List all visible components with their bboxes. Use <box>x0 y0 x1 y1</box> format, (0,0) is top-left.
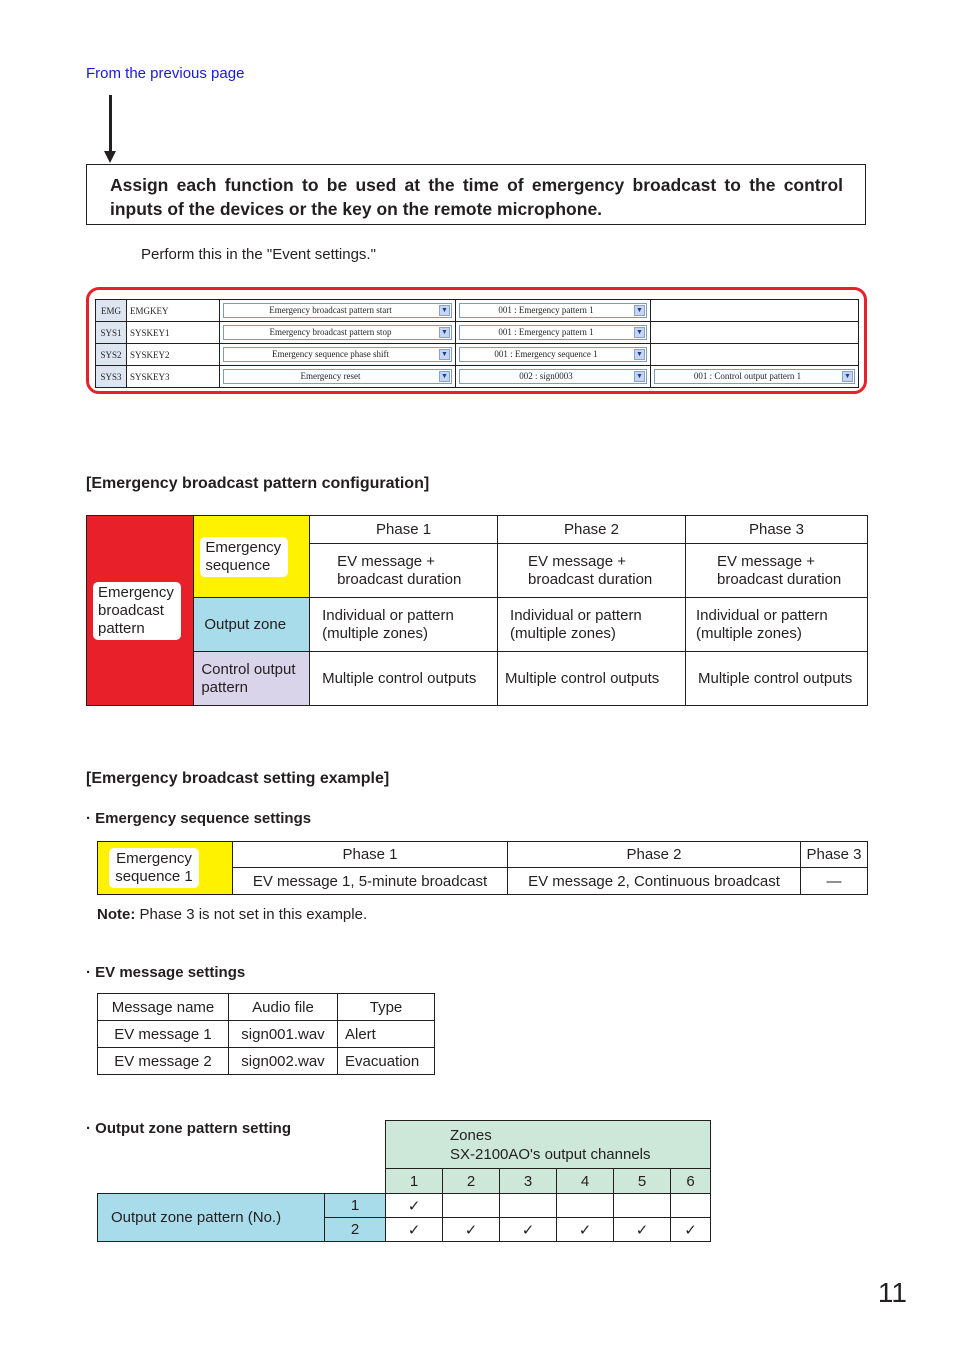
table-cell: EV message 1 <box>98 1021 229 1048</box>
sequence-cell: EV message + broadcast duration <box>498 544 686 598</box>
param-select[interactable]: 001 : Emergency pattern 1 ▼ <box>459 303 647 318</box>
event-row-emg <box>96 300 859 322</box>
page-number: 11 <box>877 1277 907 1308</box>
channel-header: 1 <box>386 1169 443 1194</box>
message-settings-table <box>97 993 435 1075</box>
event-row-sys1 <box>96 322 859 344</box>
phase-header: Phase 2 <box>508 842 801 868</box>
channel-header: 5 <box>614 1169 671 1194</box>
flow-arrow-head-icon <box>104 151 116 163</box>
chevron-down-icon[interactable]: ▼ <box>634 305 645 316</box>
zone-cell: Individual or pattern (multiple zones) <box>310 598 498 652</box>
chevron-down-icon[interactable]: ▼ <box>439 371 450 382</box>
channel-header: 2 <box>443 1169 500 1194</box>
param-select[interactable]: 002 : sign0003 ▼ <box>459 369 647 384</box>
function-select[interactable]: Emergency sequence phase shift ▼ <box>223 347 452 362</box>
event-row-sys3 <box>96 366 859 388</box>
function-select[interactable]: Emergency reset ▼ <box>223 369 452 384</box>
zone-cell: Individual or pattern (multiple zones) <box>498 598 686 652</box>
check-icon: ✓ <box>443 1218 500 1242</box>
pattern-label-cell <box>87 516 194 706</box>
channel-header: 3 <box>500 1169 557 1194</box>
event-key: SYSKEY2 <box>127 344 220 366</box>
event-settings-table <box>95 299 859 388</box>
chevron-down-icon[interactable]: ▼ <box>634 371 645 382</box>
perform-note: Perform this in the "Event settings." <box>141 246 376 263</box>
event-code: EMG <box>96 300 127 322</box>
check-icon <box>500 1194 557 1218</box>
sequence-label-cell <box>98 842 233 895</box>
chevron-down-icon[interactable]: ▼ <box>634 349 645 360</box>
sequence-cell: EV message + broadcast duration <box>310 544 498 598</box>
channel-header: 4 <box>557 1169 614 1194</box>
pattern-config-table <box>86 515 868 706</box>
check-icon <box>614 1194 671 1218</box>
control-cell: Multiple control outputs <box>498 652 686 706</box>
check-icon <box>443 1194 500 1218</box>
chevron-down-icon[interactable]: ▼ <box>439 327 450 338</box>
sequence-settings-table <box>97 841 868 895</box>
check-icon: ✓ <box>671 1218 711 1242</box>
sequence-label: Emergency sequence 1 <box>109 848 199 888</box>
table-cell: Evacuation <box>338 1048 435 1075</box>
event-key: SYSKEY1 <box>127 322 220 344</box>
zone-pattern-title: · Output zone pattern setting <box>86 1120 291 1137</box>
channel-header: 6 <box>671 1169 711 1194</box>
control-output-select[interactable]: 001 : Control output pattern 1 ▼ <box>654 369 855 384</box>
chevron-down-icon[interactable]: ▼ <box>439 305 450 316</box>
zone-cell: Individual or pattern (multiple zones) <box>686 598 868 652</box>
event-code: SYS2 <box>96 344 127 366</box>
phase-header: Phase 2 <box>498 516 686 544</box>
phase-value: — <box>801 868 868 895</box>
column-header: Message name <box>98 994 229 1021</box>
function-select[interactable]: Emergency broadcast pattern stop ▼ <box>223 325 452 340</box>
event-key: SYSKEY3 <box>127 366 220 388</box>
table-cell: Alert <box>338 1021 435 1048</box>
row-label-sequence: Emergency sequence <box>200 537 288 577</box>
event-settings-screenshot <box>86 287 867 394</box>
message-settings-title: · EV message settings <box>86 964 246 981</box>
extra-cell <box>651 322 859 344</box>
sequence-settings-title: · Emergency sequence settings <box>86 810 312 827</box>
setting-example-heading: [Emergency broadcast setting example] <box>86 770 390 787</box>
chevron-down-icon[interactable]: ▼ <box>842 371 853 382</box>
zone-pattern-table <box>97 1120 711 1242</box>
extra-cell <box>651 300 859 322</box>
param-select[interactable]: 001 : Emergency sequence 1 ▼ <box>459 347 647 362</box>
phase-header: Phase 3 <box>801 842 868 868</box>
event-code: SYS1 <box>96 322 127 344</box>
chevron-down-icon[interactable]: ▼ <box>439 349 450 360</box>
check-icon: ✓ <box>614 1218 671 1242</box>
chevron-down-icon[interactable]: ▼ <box>634 327 645 338</box>
previous-page-link[interactable]: From the previous page <box>86 65 245 82</box>
zones-header: Zones SX-2100AO's output channels <box>386 1121 711 1169</box>
pattern-label: Emergency broadcast pattern <box>93 582 181 640</box>
check-icon: ✓ <box>386 1218 443 1242</box>
table-cell: sign002.wav <box>229 1048 338 1075</box>
phase-value: EV message 2, Continuous broadcast <box>508 868 801 895</box>
extra-cell <box>651 344 859 366</box>
pattern-config-heading: [Emergency broadcast pattern configuration] <box>86 475 430 492</box>
event-code: SYS3 <box>96 366 127 388</box>
table-cell: EV message 2 <box>98 1048 229 1075</box>
row-label-output-zone: Output zone <box>194 598 310 652</box>
column-header: Audio file <box>229 994 338 1021</box>
zone-row-label: Output zone pattern (No.) <box>98 1194 325 1242</box>
function-select[interactable]: Emergency broadcast pattern start ▼ <box>223 303 452 318</box>
sequence-cell: EV message + broadcast duration <box>686 544 868 598</box>
event-row-sys2 <box>96 344 859 366</box>
param-select[interactable]: 001 : Emergency pattern 1 ▼ <box>459 325 647 340</box>
pattern-number: 1 <box>325 1194 386 1218</box>
column-header: Type <box>338 994 435 1021</box>
table-row <box>98 1021 435 1048</box>
table-cell: sign001.wav <box>229 1021 338 1048</box>
check-icon <box>671 1194 711 1218</box>
sequence-label-cell <box>194 516 310 598</box>
event-key: EMGKEY <box>127 300 220 322</box>
phase-header: Phase 1 <box>310 516 498 544</box>
note: Note: Phase 3 is not set in this example. <box>97 906 368 923</box>
control-cell: Multiple control outputs <box>310 652 498 706</box>
check-icon: ✓ <box>557 1218 614 1242</box>
check-icon <box>557 1194 614 1218</box>
check-icon: ✓ <box>386 1194 443 1218</box>
row-label-control-output: Control output pattern <box>194 652 310 706</box>
phase-header: Phase 3 <box>686 516 868 544</box>
check-icon: ✓ <box>500 1218 557 1242</box>
zone-pattern-row-1 <box>98 1194 711 1218</box>
table-row <box>98 1048 435 1075</box>
control-cell: Multiple control outputs <box>686 652 868 706</box>
assign-instruction-box: Assign each function to be used at the time of emergency broadcast to the control inputs of the devices or the key on the remote microphone. <box>86 164 866 225</box>
flow-arrow-line <box>109 95 112 153</box>
phase-header: Phase 1 <box>233 842 508 868</box>
phase-value: EV message 1, 5-minute broadcast <box>233 868 508 895</box>
pattern-number: 2 <box>325 1218 386 1242</box>
